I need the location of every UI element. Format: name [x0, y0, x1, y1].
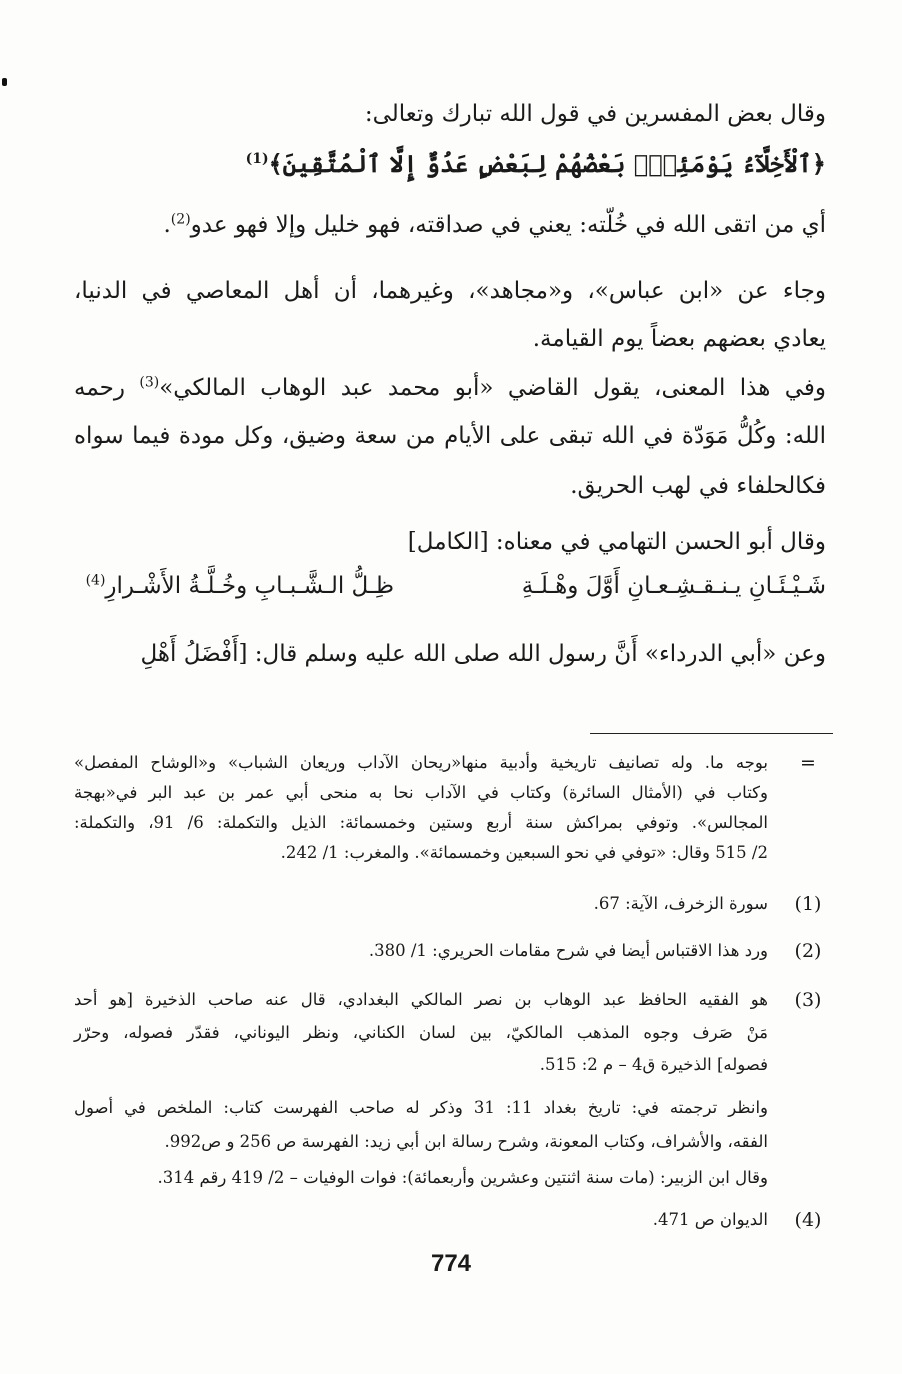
verse-hemistich-first: شَـيْـئَـانِ يـنـقـشِـعـانِ أَوَّلَ وهْـلَـةِ: [521, 573, 826, 599]
paragraph-text: أي من اتقى الله في خُلّته: يعني في صداقته، فهو خليل وإلا فهو عدو: [190, 212, 826, 238]
verse-text: ظِـلُّ الـشَّـبـابِ وخُـلَّـةُ الأَشْـرارِ: [105, 573, 394, 599]
text-line: وعن «أبي الدرداء» أَنَّ رسول الله صلى الله عليه وسلم قال: [أَفْضَلُ أَهْلِ: [140, 641, 826, 667]
footnote-line: فصوله] الذخيرة ق4 – م 2: 515.: [539, 1055, 768, 1074]
quran-verse-line: [246, 148, 826, 180]
footnote-ref: (4): [85, 572, 106, 589]
text-line: وقال بعض المفسرين في قول الله تبارك وتعالى:: [364, 101, 826, 127]
footnote-line: بوجه ما. وله تصانيف تاريخية وأدبية منها«ريحان الآداب وريعان الشباب» و«الوشاح المفصل»: [74, 753, 768, 772]
continuation-marker: =: [800, 752, 816, 774]
text-line: وجاء عن «ابن عباس»، و«مجاهد»، وغيرهما، أن أهل المعاصي في الدنيا،: [74, 278, 826, 304]
footnote-number: (3): [794, 989, 822, 1011]
footnote-ref: (1): [245, 151, 269, 167]
paragraph-text: وفي هذا المعنى، يقول القاضي «أبو محمد عبد الوهاب المالكي»: [159, 375, 826, 401]
footnote-ref: (2): [170, 211, 191, 228]
footnote-number: (4): [794, 1209, 822, 1231]
footnote-separator: [590, 733, 833, 734]
footnote-line: ورد هذا الاقتباس أيضا في شرح مقامات الحريري: 1/ 380.: [368, 941, 768, 960]
footnote-line: هو الفقيه الحافظ عبد الوهاب بن نصر المالكي البغدادي، قال عنه صاحب الذخيرة [هو أحد: [74, 990, 768, 1009]
scan-mark: [2, 78, 7, 86]
footnote-line: وقال ابن الزبير: (مات سنة اثنتين وعشرين وأربعمائة): فوات الوفيات – 2/ 419 رقم 314.: [157, 1168, 768, 1187]
text-line: الله: وكُلُّ مَوَدّة في الله تبقى على الأيام من سعة وضيق، وكل مودة فيما سواه: [74, 423, 826, 449]
footnote-line: المجالس». وتوفي بمراكش سنة أربع وستين وخمسمائة: الذيل والتكملة: 6/ 91، والتكملة:: [74, 813, 768, 832]
text-line: أي من اتقى الله في خُلّته: يعني في صداقته، فهو خليل وإلا فهو عدو$^{(2)}$.: [163, 211, 826, 238]
footnote-line: الفقه، والأشراف، وكتاب المعونة، وشرح رسالة ابن أبي زيد: الفهرسة ص 256 و ص992.: [164, 1132, 768, 1151]
text-line: يعادي بعضهم بعضاً يوم القيامة.: [532, 326, 826, 352]
footnote-line: مَنْ صَرف وجوه المذهب المالكيّ، بين لسان الكناني، ونظر اليوناني، فقدّر فصوله، وحرّر: [74, 1023, 768, 1042]
text-line: فكالحلفاء في لهب الحريق.: [570, 473, 826, 499]
footnote-line: الديوان ص 471.: [652, 1210, 768, 1229]
text-line: [74, 372, 826, 404]
verse-hemistich-second: [74, 570, 394, 602]
footnote-line: 2/ 515 وقال: «توفي في نحو السبعين وخمسمائة». والمغرب: 1/ 242.: [280, 843, 768, 862]
poem-intro: وقال أبو الحسن التهامي في معناه: [الكامل]: [407, 529, 826, 555]
page-number: 774: [430, 1250, 472, 1277]
footnote-ref: (3): [139, 374, 160, 391]
footnote-line: وكتاب في (الأمثال السائرة) وكتاب في الآداب نحا به منحى أبي عمر بن عبد البر في«بهجة: [74, 783, 768, 802]
footnote-line: وانظر ترجمته في: تاريخ بغداد 11: 31 وذكر له صاحب الفهرست كتاب: الملخص في أصول: [74, 1098, 768, 1117]
footnote-line: سورة الزخرف، الآية: 67.: [593, 894, 768, 913]
quran-verse: ﴿ٱلْأَخِلَّآءُ يَوْمَئِذٍۭ بَعْضُهُمْ لِبَعْضٍ عَدُوٌّ إِلَّا ٱلْمُتَّقِينَ﴾: [268, 149, 826, 178]
paragraph-text: رحمه: [74, 375, 125, 401]
footnote-number: (1): [794, 893, 822, 915]
footnote-number: (2): [794, 940, 822, 962]
